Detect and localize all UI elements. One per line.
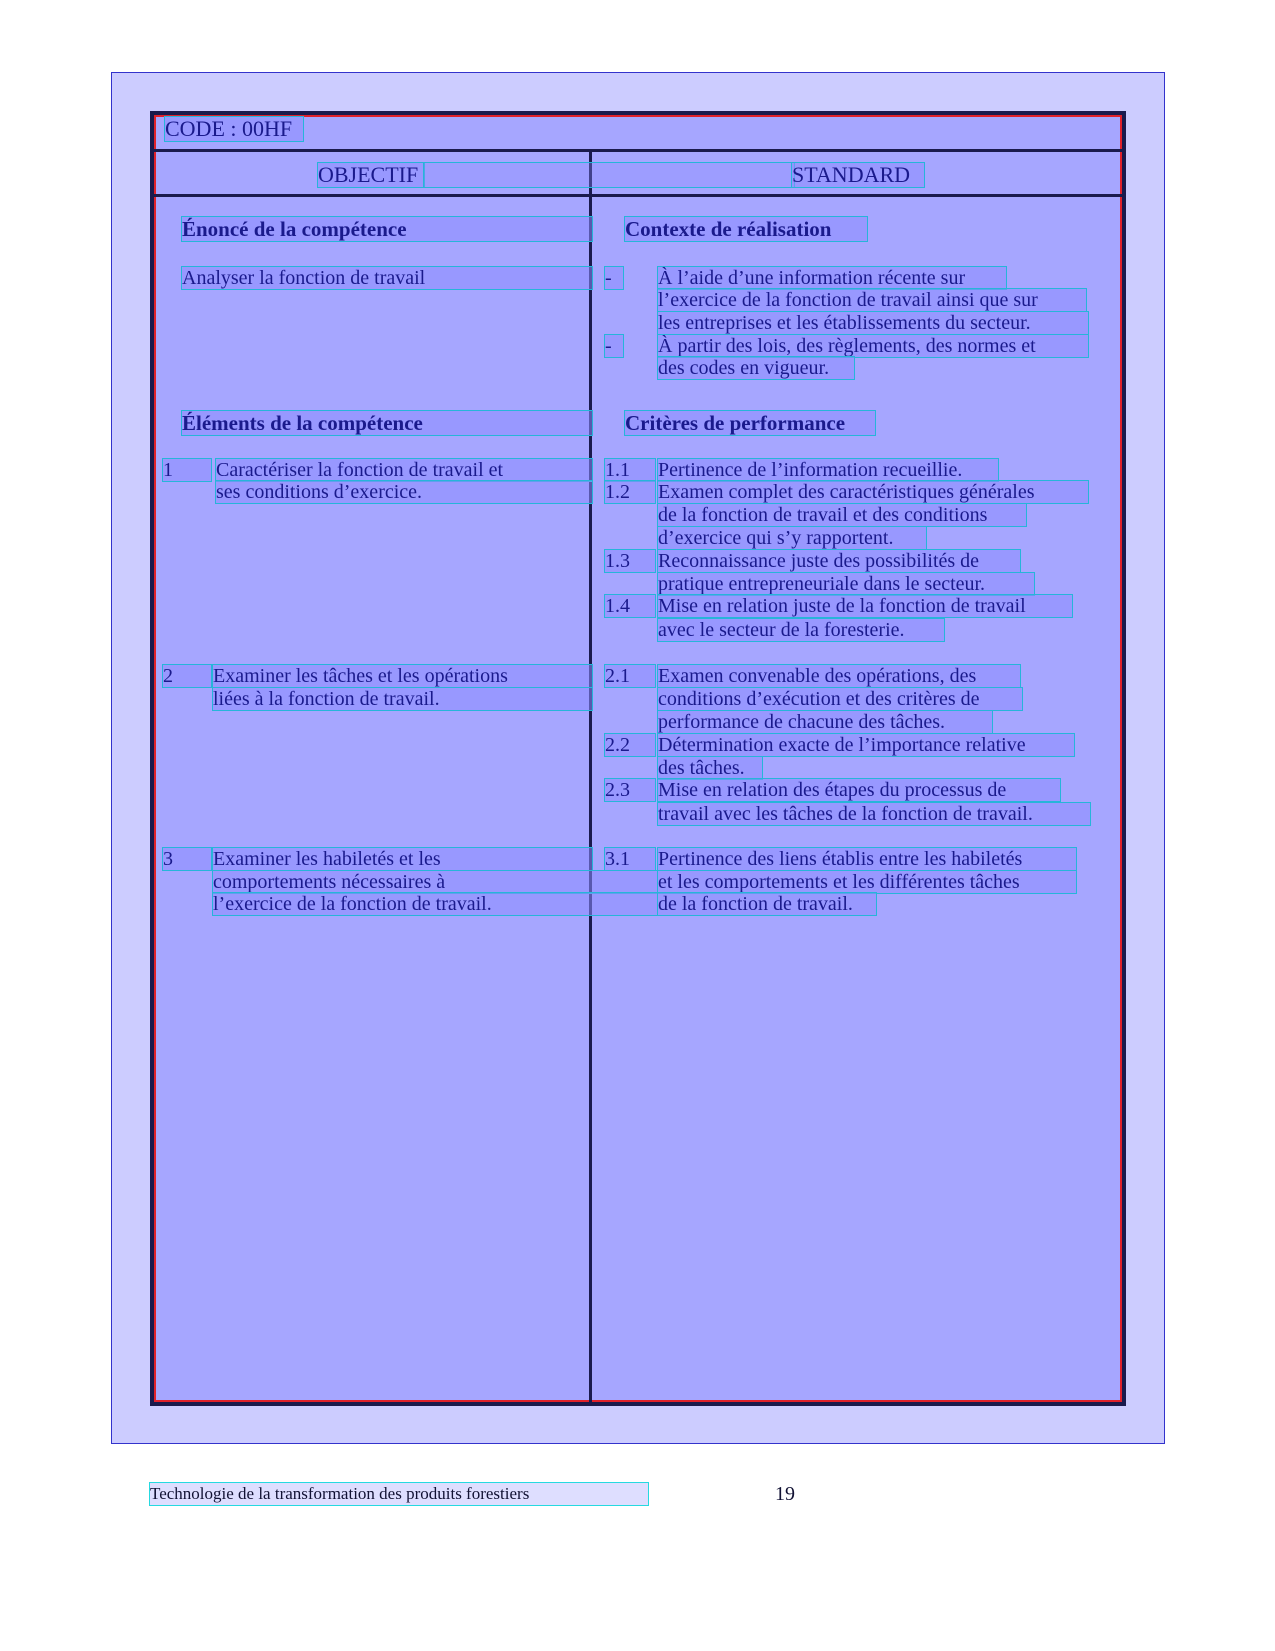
enonce-text: Analyser la fonction de travail <box>182 267 592 289</box>
critere-line: et les comportements et les différentes tâches <box>658 871 1076 893</box>
page-number: 19 <box>775 1483 795 1505</box>
critere-number: 1.2 <box>605 481 655 503</box>
critere-line: Mise en relation des étapes du processus de <box>658 779 1060 801</box>
critere-line: pratique entrepreneuriale dans le secteur. <box>658 573 1034 595</box>
critere-line: performance de chacune des tâches. <box>658 711 992 733</box>
column-divider <box>589 151 592 1403</box>
critere-number: 1.4 <box>605 595 655 617</box>
contexte-line: des codes en vigueur. <box>658 357 854 379</box>
element-number: 2 <box>163 665 211 687</box>
critere-number: 2.3 <box>605 779 655 801</box>
critere-number: 1.1 <box>605 459 655 481</box>
critere-line: Pertinence des liens établis entre les habiletés <box>658 848 1076 870</box>
contexte-bullet-marker: - <box>605 267 623 289</box>
critere-line: Examen convenable des opérations, des <box>658 665 1020 687</box>
header-top-rule <box>152 149 1124 152</box>
critere-line: de la fonction de travail et des conditions <box>658 504 1026 526</box>
elements-heading: Éléments de la compétence <box>182 411 592 435</box>
critere-number: 2.2 <box>605 734 655 756</box>
critere-line: conditions d’exécution et des critères de <box>658 688 1022 710</box>
contexte-line: les entreprises et les établissements du secteur. <box>658 312 1088 334</box>
standard-header: STANDARD <box>792 163 924 187</box>
header-band <box>424 163 794 187</box>
objectif-header: OBJECTIF <box>318 163 424 187</box>
element-number: 1 <box>163 459 211 481</box>
footer <box>150 1483 795 1505</box>
critere-number: 2.1 <box>605 665 655 687</box>
header-bottom-rule <box>152 194 1124 197</box>
footer-title: Technologie de la transformation des produits forestiers <box>150 1484 530 1503</box>
contexte-line: À partir des lois, des règlements, des normes et <box>658 335 1088 357</box>
element-line: comportements nécessaires à <box>213 871 657 893</box>
contexte-line: l’exercice de la fonction de travail ainsi que sur <box>658 289 1086 311</box>
element-line: Caractériser la fonction de travail et <box>216 459 592 481</box>
critere-line: Examen complet des caractéristiques générales <box>658 481 1088 503</box>
element-line: Examiner les tâches et les opérations <box>213 665 592 687</box>
element-line: l’exercice de la fonction de travail. <box>213 893 657 915</box>
critere-line: Mise en relation juste de la fonction de travail <box>658 595 1072 617</box>
contexte-heading: Contexte de réalisation <box>625 217 867 241</box>
critere-number: 3.1 <box>605 848 655 870</box>
contexte-line: À l’aide d’une information récente sur <box>658 267 1006 289</box>
element-line: ses conditions d’exercice. <box>216 481 592 503</box>
element-line: liées à la fonction de travail. <box>213 688 592 710</box>
critere-number: 1.3 <box>605 550 655 572</box>
critere-line: avec le secteur de la foresterie. <box>658 619 944 641</box>
critere-line: d’exercice qui s’y rapportent. <box>658 527 926 549</box>
contexte-bullet-marker: - <box>605 335 623 357</box>
code-label: CODE : 00HF <box>165 117 303 141</box>
critere-line: Détermination exacte de l’importance relative <box>658 734 1074 756</box>
element-line: Examiner les habiletés et les <box>213 848 592 870</box>
criteres-heading: Critères de performance <box>625 411 875 435</box>
enonce-heading: Énoncé de la compétence <box>182 217 592 241</box>
critere-line: travail avec les tâches de la fonction de travail. <box>658 803 1090 825</box>
critere-line: Reconnaissance juste des possibilités de <box>658 550 1020 572</box>
critere-line: de la fonction de travail. <box>658 893 876 915</box>
critere-line: des tâches. <box>658 757 762 779</box>
critere-line: Pertinence de l’information recueillie. <box>658 459 998 481</box>
element-number: 3 <box>163 848 211 870</box>
